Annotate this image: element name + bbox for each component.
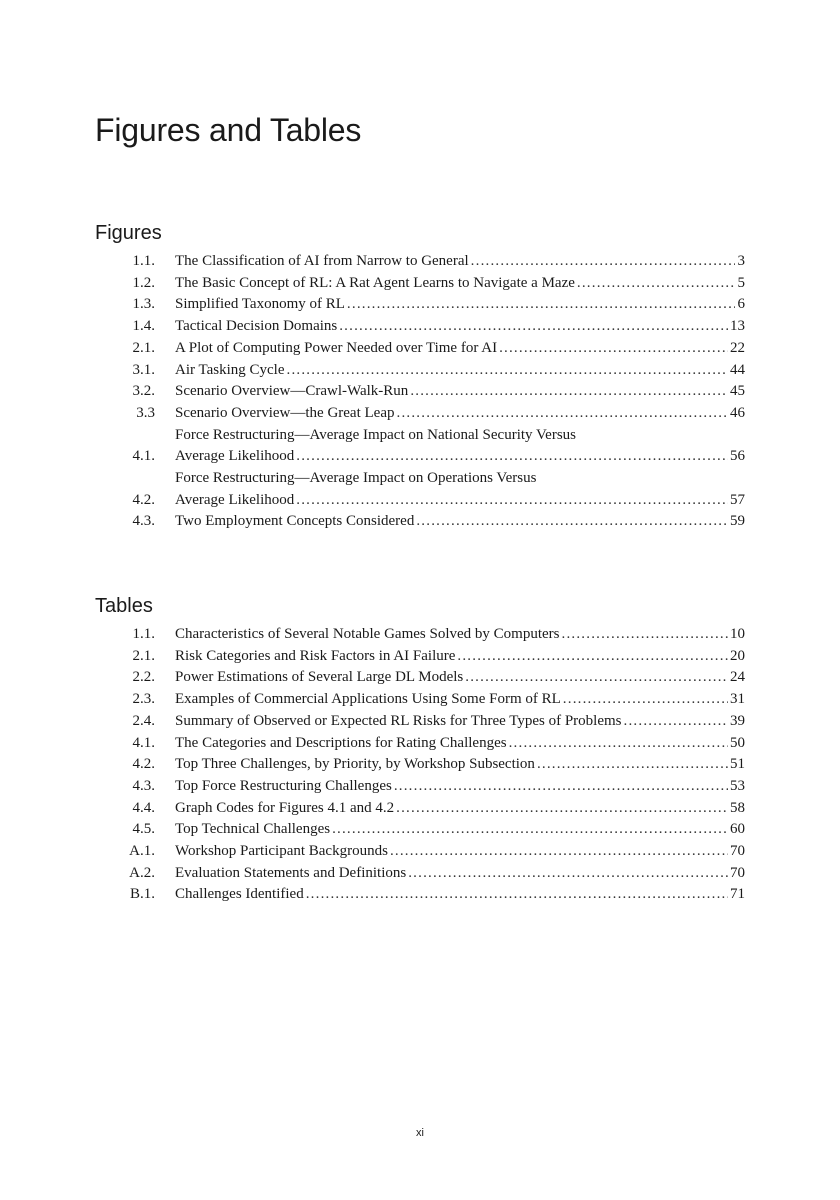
toc-entry-number: 2.2.: [132, 669, 155, 686]
toc-entry-title: Top Force Restructuring Challenges: [175, 777, 392, 794]
toc-entry-page: 57: [730, 491, 745, 508]
toc-entry-number: 4.1.: [132, 734, 155, 751]
toc-entry: [95, 711, 745, 733]
toc-entry: [95, 754, 745, 776]
dot-leader: [465, 667, 728, 689]
toc-entry: [95, 841, 745, 863]
dot-leader: [509, 733, 728, 755]
toc-entry-title: Average Likelihood: [175, 491, 295, 508]
toc-entry-number: 1.4.: [132, 318, 155, 335]
toc-entry-page: 3: [737, 253, 745, 269]
toc-entry-number: B.1.: [129, 886, 155, 903]
toc-entry: [95, 667, 745, 689]
toc-entry-page: 46: [730, 404, 745, 421]
toc-entry-title: The Categories and Descriptions for Rating Challenges: [175, 734, 507, 751]
toc-entry-title-line: Force Restructuring—Average Impact on Operations Versus: [175, 470, 537, 487]
toc-entry-page: 59: [730, 513, 745, 530]
toc-entry: [95, 819, 745, 841]
toc-entry-number: 2.3.: [132, 691, 155, 708]
dot-leader: [562, 624, 729, 646]
toc-entry-number: 1.3.: [132, 296, 155, 313]
dot-leader: [339, 316, 728, 338]
toc-entry-title: The Basic Concept of RL: A Rat Agent Learns to Navigate a Maze: [175, 274, 575, 291]
toc-entry-title: Average Likelihood: [175, 448, 295, 465]
toc-entry-number: 2.4.: [132, 712, 155, 729]
toc-entry-title: Examples of Commercial Applications Using Some Form of RL: [175, 691, 561, 708]
toc-entry-number: 4.2.: [132, 756, 155, 773]
toc-entry-title: Tactical Decision Domains: [175, 318, 338, 335]
toc-entry: [95, 360, 745, 382]
toc-entry: [95, 511, 745, 533]
toc-entry: [95, 316, 745, 338]
toc-entry-page: 70: [730, 864, 745, 881]
toc-entry-page: 5: [737, 274, 745, 291]
dot-leader: [563, 689, 728, 711]
toc-entry-page: 50: [730, 734, 745, 751]
dot-leader: [397, 403, 729, 425]
toc-entry-page: 31: [730, 691, 745, 708]
toc-entry-number: 3.1.: [132, 361, 155, 378]
toc-entry-page: 24: [730, 669, 745, 686]
toc-entry-title: Risk Categories and Risk Factors in AI Failure: [175, 647, 456, 664]
toc-entry-number: 1.1.: [132, 253, 155, 269]
toc-entry-number: 4.1.: [132, 448, 155, 465]
dot-leader: [499, 338, 728, 360]
dot-leader: [396, 798, 728, 820]
dot-leader: [332, 819, 728, 841]
page-number: xi: [416, 1127, 424, 1139]
toc-entry-page: 71: [730, 886, 745, 903]
figures-heading: Figures: [95, 222, 162, 244]
toc-entry: [95, 733, 745, 755]
toc-entry-title: Air Tasking Cycle: [175, 361, 285, 378]
toc-entry-title: Graph Codes for Figures 4.1 and 4.2: [175, 799, 395, 816]
dot-leader: [410, 381, 728, 403]
toc-entry-title: Power Estimations of Several Large DL Models: [175, 669, 464, 686]
toc-entry: [95, 425, 745, 468]
toc-entry-number: 2.1.: [132, 647, 155, 664]
toc-entry-title: Evaluation Statements and Definitions: [175, 864, 407, 881]
toc-entry-page: 6: [737, 296, 745, 313]
toc-entry-number: A.2.: [129, 864, 155, 881]
dot-leader: [577, 273, 735, 295]
toc-entry-number: 4.4.: [132, 799, 155, 816]
toc-entry: [95, 273, 745, 295]
dot-leader: [390, 841, 728, 863]
toc-entry-title: Simplified Taxonomy of RL: [175, 296, 345, 313]
toc-entry-page: 58: [730, 799, 745, 816]
toc-entry-title: A Plot of Computing Power Needed over Time for AI: [175, 339, 498, 356]
toc-entry-title: Top Technical Challenges: [175, 821, 331, 838]
toc-entry-number: 3.3: [136, 404, 155, 421]
dot-leader: [457, 646, 728, 668]
toc-entry-page: 10: [730, 626, 745, 642]
toc-entry-title: Workshop Participant Backgrounds: [175, 843, 388, 860]
toc-entry-number: A.1.: [129, 843, 155, 860]
toc-entry-title: Scenario Overview—Crawl-Walk-Run: [175, 383, 409, 400]
toc-entry: [95, 338, 745, 360]
dot-leader: [287, 360, 729, 382]
toc-entry-number: 1.1.: [132, 626, 155, 642]
toc-entry-title-line: Force Restructuring—Average Impact on National Security Versus: [175, 426, 577, 443]
toc-entry-page: 56: [730, 448, 745, 465]
toc-entry-title: Summary of Observed or Expected RL Risks for Three Types of Problems: [175, 712, 622, 729]
toc-entry-page: 51: [730, 756, 745, 773]
toc-entry-number: 4.5.: [132, 821, 155, 838]
dot-leader: [296, 490, 728, 512]
page-title: Figures and Tables: [95, 112, 362, 148]
toc-entry: [95, 689, 745, 711]
toc-entry-page: 20: [730, 647, 745, 664]
toc-entry-title: Challenges Identified: [175, 886, 304, 903]
toc-entry-number: 2.1.: [132, 339, 155, 356]
toc-entry: [95, 646, 745, 668]
toc-entry-title: The Classification of AI from Narrow to General: [175, 253, 469, 269]
toc-entry-number: 3.2.: [132, 383, 155, 400]
dot-leader: [408, 863, 728, 885]
toc-entry-page: 13: [730, 318, 745, 335]
toc-entry-number: 4.3.: [132, 777, 155, 794]
toc-entry-number: 4.3.: [132, 513, 155, 530]
toc-entry: [95, 863, 745, 885]
dot-leader: [537, 754, 728, 776]
dot-leader: [471, 251, 735, 273]
tables-list: [95, 624, 745, 906]
dot-leader: [624, 711, 728, 733]
toc-entry: [95, 381, 745, 403]
toc-entry: [95, 294, 745, 316]
dot-leader: [416, 511, 728, 533]
toc-entry-number: 4.2.: [132, 491, 155, 508]
dot-leader: [296, 446, 728, 468]
figures-list: [95, 251, 745, 533]
toc-entry: [95, 798, 745, 820]
toc-entry-number: 1.2.: [132, 274, 155, 291]
toc-entry-page: 45: [730, 383, 745, 400]
dot-leader: [347, 294, 735, 316]
toc-entry-title: Top Three Challenges, by Priority, by Workshop Subsection: [175, 756, 535, 773]
toc-entry-page: 44: [730, 361, 745, 378]
toc-entry: [95, 468, 745, 511]
tables-heading: Tables: [95, 595, 153, 617]
toc-entry: [95, 251, 745, 273]
toc-entry: [95, 776, 745, 798]
toc-entry-page: 53: [730, 777, 745, 794]
toc-entry-title: Two Employment Concepts Considered: [175, 513, 415, 530]
dot-leader: [306, 884, 728, 906]
toc-entry: [95, 624, 745, 646]
toc-entry-title: Characteristics of Several Notable Games Solved by Computers: [175, 626, 560, 642]
toc-entry-page: 39: [730, 712, 745, 729]
toc-entry: [95, 884, 745, 906]
dot-leader: [394, 776, 728, 798]
toc-entry-title: Scenario Overview—the Great Leap: [175, 404, 395, 421]
toc-entry-page: 22: [730, 339, 745, 356]
toc-entry-page: 70: [730, 843, 745, 860]
toc-entry-page: 60: [730, 821, 745, 838]
toc-entry: [95, 403, 745, 425]
